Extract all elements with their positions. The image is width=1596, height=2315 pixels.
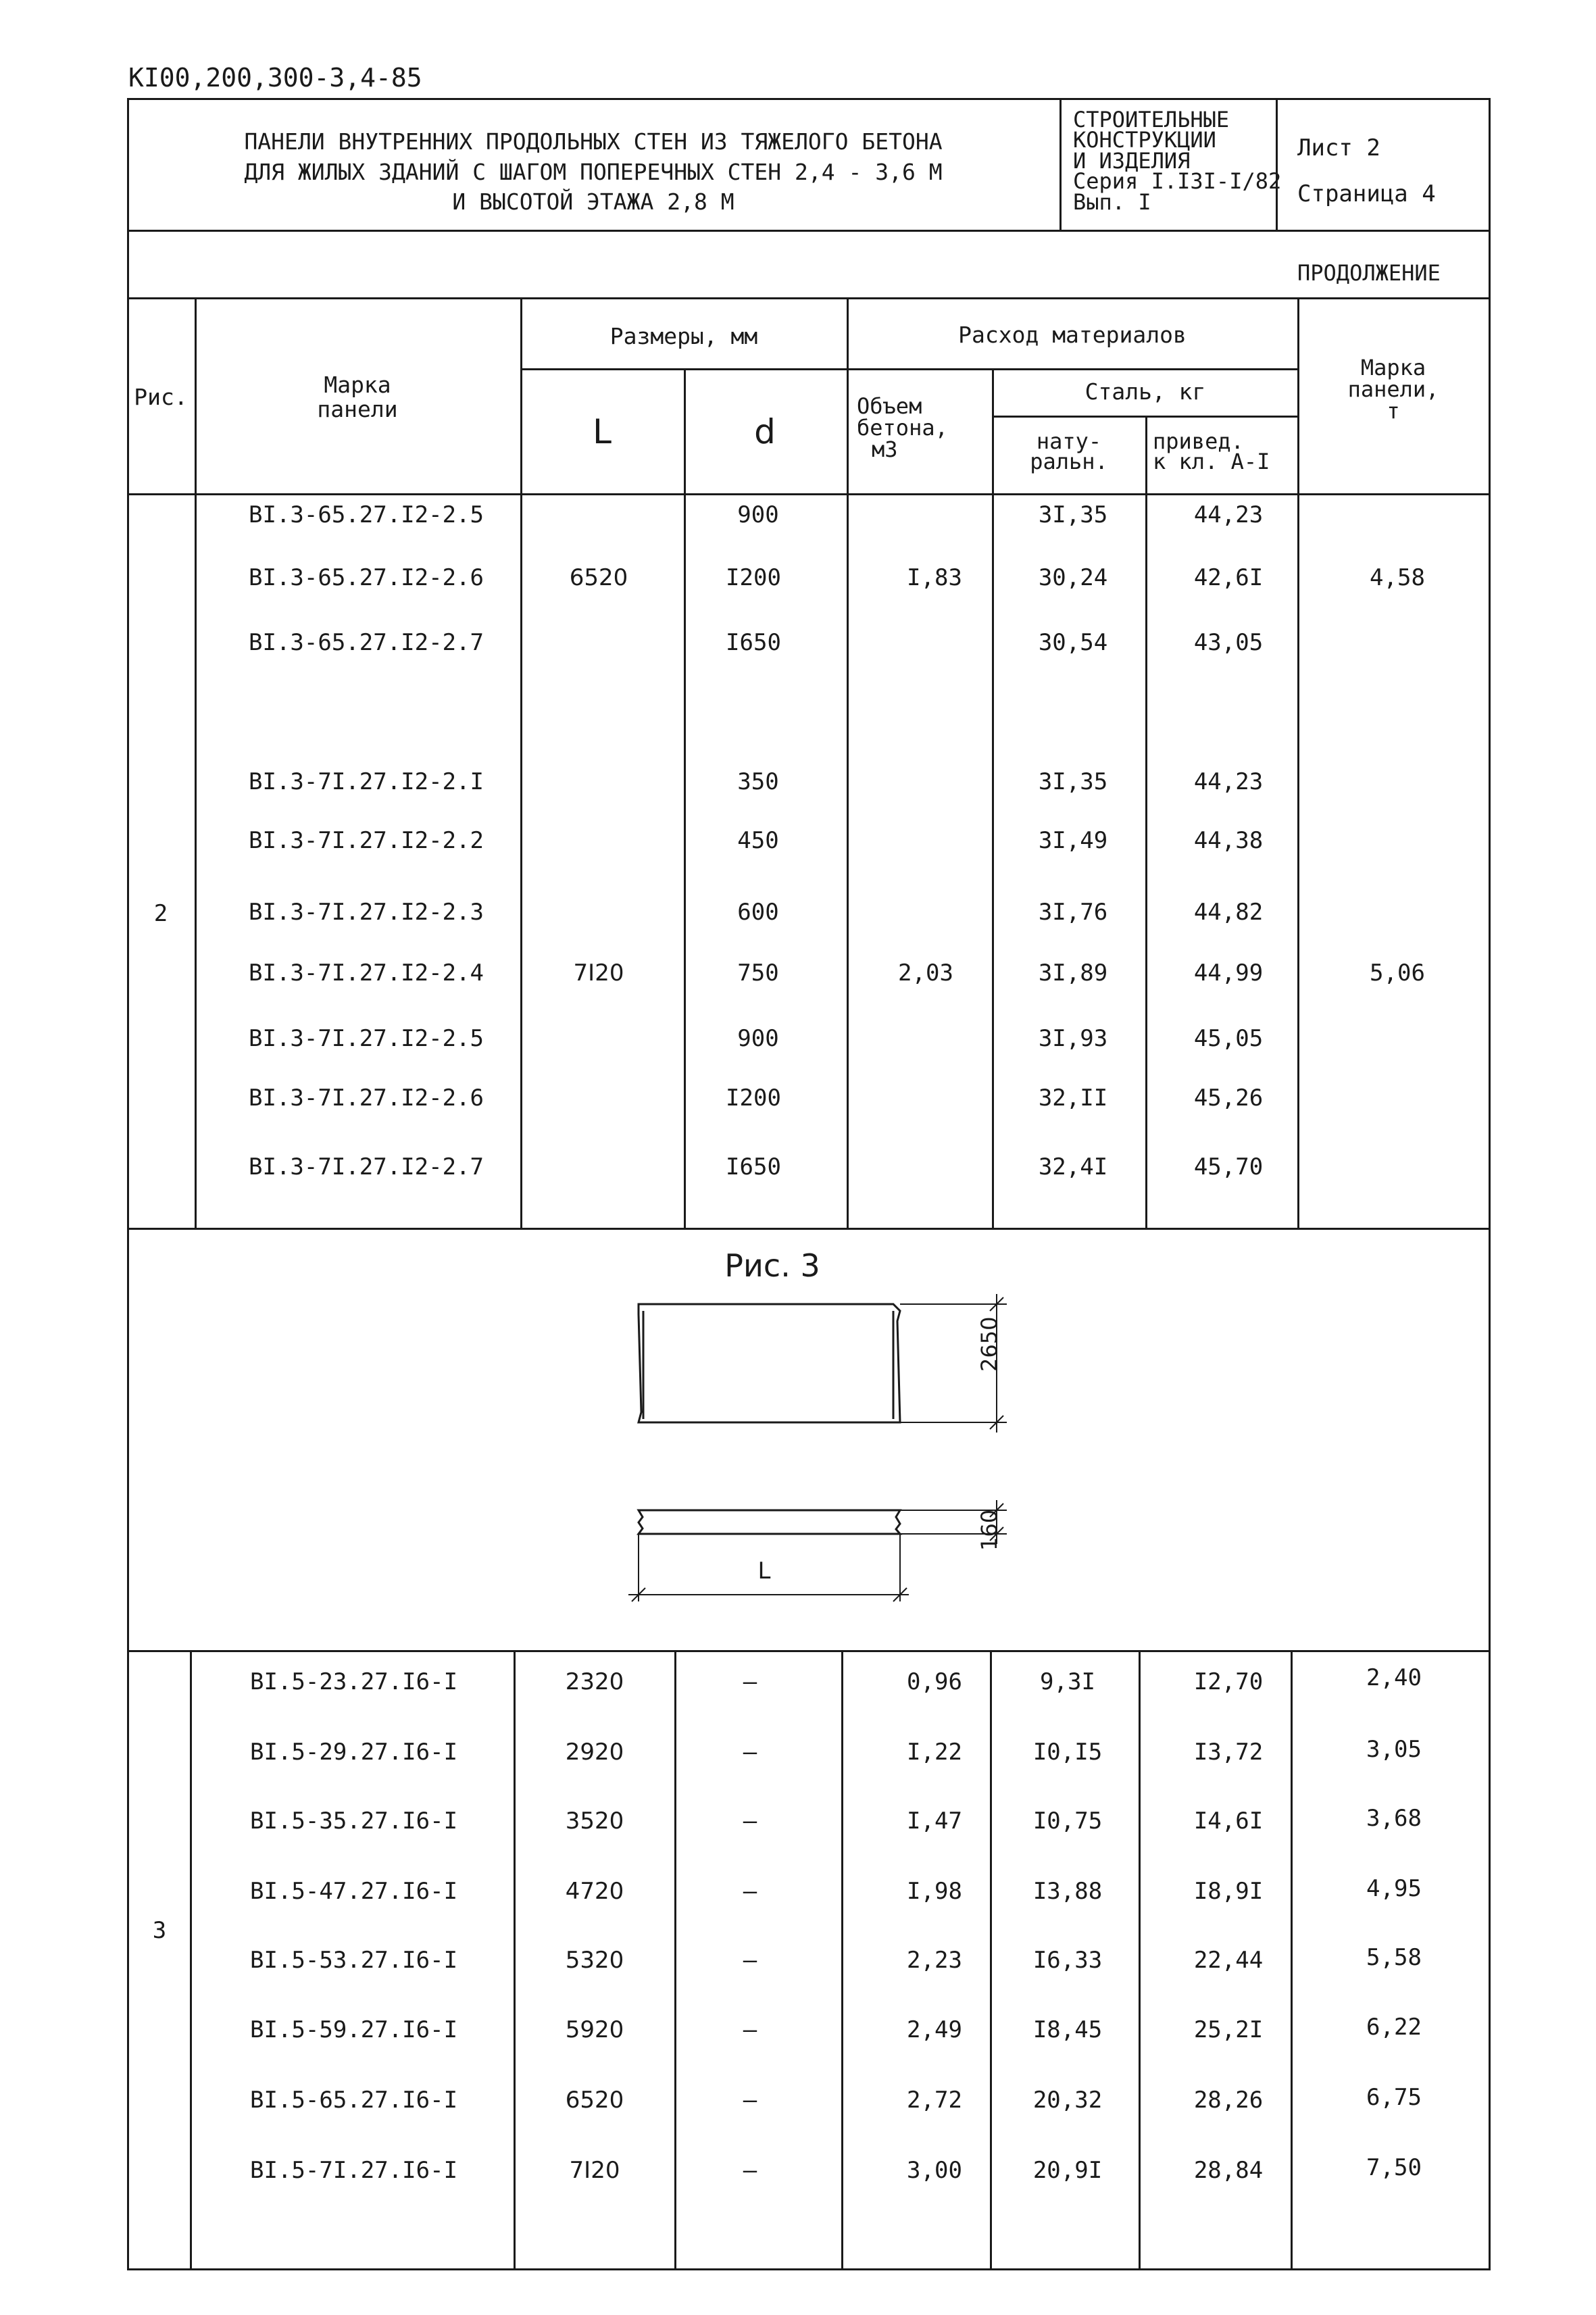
- cell-reduced: I4,6I: [1193, 1808, 1264, 1835]
- series-line-1: СТРОИТЕЛЬНЫЕ: [1073, 107, 1230, 132]
- col-materials-header: Расход материалов: [958, 322, 1187, 348]
- table-row: BI.3-7I.27.I2-2.6: [249, 1085, 484, 1112]
- cell-mass: 6,75: [1366, 2084, 1422, 2111]
- col-mass-header: [1348, 357, 1439, 422]
- col-reduced-line-2: к кл. А-I: [1153, 449, 1270, 475]
- figure3-length-label: L: [757, 1558, 771, 1585]
- cell-natural: 20,9I: [1032, 2157, 1103, 2184]
- title-line-2: ДЛЯ ЖИЛЫХ ЗДАНИЙ С ШАГОМ ПОПЕРЕЧНЫХ СТЕН 2,4 - 3,6 М: [244, 158, 943, 185]
- table-row: BI.5-29.27.I6-I: [250, 1739, 458, 1766]
- table-row: BI.5-7I.27.I6-I: [250, 2157, 458, 2184]
- cell-volume: I,98: [907, 1878, 962, 1905]
- cell-natural: 32,4I: [1038, 1153, 1108, 1180]
- cell-d: 450: [737, 827, 779, 854]
- document-title: [244, 127, 942, 218]
- cell-d: –: [743, 1808, 757, 1835]
- group2-length: 7I20: [573, 960, 624, 987]
- document-code: KI00,200,300-3,4-85: [128, 63, 422, 93]
- group1-volume: I,83: [907, 564, 962, 591]
- cell-natural: 9,3I: [1040, 1668, 1095, 1695]
- col-L-header: L: [593, 412, 612, 451]
- cell-natural: 3I,35: [1038, 501, 1108, 528]
- col-reduced-header: [1153, 428, 1270, 475]
- cell-volume: 2,49: [907, 2016, 962, 2043]
- table-row: BI.3-7I.27.I2-2.4: [249, 960, 484, 987]
- col-natural-header: [1030, 428, 1108, 475]
- cell-reduced: 44,82: [1193, 899, 1264, 926]
- cell-natural: 3I,35: [1038, 768, 1108, 795]
- cell-reduced: 28,26: [1193, 2087, 1264, 2114]
- cell-reduced: 44,23: [1193, 768, 1264, 795]
- cell-length: 3520: [565, 1808, 624, 1835]
- col-natural-line-2: ральн.: [1030, 449, 1108, 475]
- table-row: BI.3-7I.27.I2-2.7: [249, 1153, 484, 1180]
- cell-natural: I3,88: [1032, 1878, 1103, 1905]
- continuation-label: ПРОДОЛЖЕНИЕ: [1297, 260, 1441, 286]
- table-row: BI.3-65.27.I2-2.6: [249, 564, 484, 591]
- table-row: BI.5-47.27.I6-I: [250, 1878, 458, 1905]
- col-mark-line-2: панели: [317, 396, 398, 423]
- series-line-2: КОНСТРУКЦИИ: [1073, 127, 1216, 153]
- cell-natural: 3I,49: [1038, 827, 1108, 854]
- table-row: BI.5-65.27.I6-I: [250, 2087, 458, 2114]
- cell-reduced: 44,23: [1193, 501, 1264, 528]
- table-row: BI.3-7I.27.I2-2.3: [249, 899, 484, 926]
- cell-reduced: I3,72: [1193, 1739, 1264, 1766]
- col-reduced-line-1: привед.: [1153, 428, 1244, 454]
- cell-mass: 5,58: [1366, 1944, 1422, 1971]
- cell-volume: 3,00: [907, 2157, 962, 2184]
- table-row: BI.5-35.27.I6-I: [250, 1808, 458, 1835]
- cell-natural: I0,75: [1032, 1808, 1103, 1835]
- series-block: [1073, 107, 1282, 215]
- cell-natural: 30,54: [1038, 629, 1108, 656]
- cell-volume: I,22: [907, 1739, 962, 1766]
- section2-fig: 2: [153, 900, 168, 927]
- cell-d: 350: [737, 768, 779, 795]
- cell-natural: 3I,76: [1038, 899, 1108, 926]
- cell-length: 7I20: [569, 2157, 620, 2184]
- series-line-5: Вып. I: [1073, 189, 1151, 215]
- cell-volume: 2,72: [907, 2087, 962, 2114]
- group2-volume: 2,03: [898, 960, 953, 987]
- cell-d: I650: [726, 629, 781, 656]
- cell-volume: I,47: [907, 1808, 962, 1835]
- group1-mass: 4,58: [1370, 564, 1425, 591]
- cell-d: 900: [737, 1025, 779, 1052]
- table-row: BI.5-53.27.I6-I: [250, 1947, 458, 1974]
- table-row: BI.3-65.27.I2-2.7: [249, 629, 484, 656]
- cell-length: 5920: [565, 2016, 624, 2043]
- cell-mass: 2,40: [1366, 1664, 1422, 1691]
- cell-mass: 3,68: [1366, 1805, 1422, 1832]
- cell-reduced: 44,99: [1193, 960, 1264, 987]
- cell-natural: 3I,93: [1038, 1025, 1108, 1052]
- table-row: BI.3-7I.27.I2-2.5: [249, 1025, 484, 1052]
- cell-reduced: 45,26: [1193, 1085, 1264, 1112]
- cell-volume: 2,23: [907, 1947, 962, 1974]
- cell-mass: 4,95: [1366, 1875, 1422, 1902]
- title-line-3: И ВЫСОТОЙ ЭТАЖА 2,8 М: [452, 189, 734, 216]
- figure3-height-dimension: 2650: [976, 1316, 1002, 1372]
- cell-reduced: 44,38: [1193, 827, 1264, 854]
- cell-d: I200: [726, 564, 781, 591]
- cell-length: 6520: [565, 2087, 624, 2114]
- col-volume-line-3: м3: [872, 437, 898, 462]
- table-row: BI.3-65.27.I2-2.5: [249, 501, 484, 528]
- cell-d: I200: [726, 1085, 781, 1112]
- cell-reduced: 45,70: [1193, 1153, 1264, 1180]
- cell-d: –: [743, 1878, 757, 1905]
- table-row: BI.5-23.27.I6-I: [250, 1668, 458, 1695]
- col-mark-header: [317, 373, 397, 422]
- cell-d: I650: [726, 1153, 781, 1180]
- cell-mass: 3,05: [1366, 1736, 1422, 1763]
- figure3-thickness-dimension: 160: [976, 1509, 1002, 1551]
- col-steel-header: Сталь, кг: [1084, 378, 1206, 405]
- cell-natural: 20,32: [1032, 2087, 1103, 2114]
- cell-d: –: [743, 2157, 757, 2184]
- title-line-1: ПАНЕЛИ ВНУТРЕННИХ ПРОДОЛЬНЫХ СТЕН ИЗ ТЯЖЕЛОГО БЕТОНА: [244, 128, 943, 155]
- table-row: BI.3-7I.27.I2-2.2: [249, 827, 484, 854]
- figure3-label: Рис. 3: [724, 1247, 820, 1284]
- cell-natural: I8,45: [1032, 2016, 1103, 2043]
- cell-length: 4720: [565, 1878, 624, 1905]
- cell-d: 600: [737, 899, 779, 926]
- sheet-number: Лист 2: [1297, 134, 1380, 161]
- col-natural-line-1: нату-: [1036, 428, 1102, 454]
- cell-natural: 3I,89: [1038, 960, 1108, 987]
- col-mark-line-1: Марка: [324, 372, 391, 398]
- cell-d: 900: [737, 501, 779, 528]
- cell-d: –: [743, 2087, 757, 2114]
- cell-reduced: 25,2I: [1193, 2016, 1264, 2043]
- cell-natural: I0,I5: [1032, 1739, 1103, 1766]
- cell-reduced: 28,84: [1193, 2157, 1264, 2184]
- group2-mass: 5,06: [1370, 960, 1425, 987]
- series-line-3: И ИЗДЕЛИЯ: [1073, 147, 1191, 174]
- cell-volume: 0,96: [907, 1668, 962, 1695]
- table-row: BI.3-7I.27.I2-2.I: [249, 768, 484, 795]
- col-sizes-header: Размеры, мм: [609, 323, 758, 349]
- table-row: BI.5-59.27.I6-I: [250, 2016, 458, 2043]
- series-line-4: Серия I.I3I-I/82: [1073, 168, 1282, 195]
- cell-mass: 6,22: [1366, 2014, 1422, 2041]
- cell-length: 5320: [565, 1947, 624, 1974]
- col-mass-line-1: Марка: [1360, 355, 1426, 380]
- cell-d: –: [743, 1739, 757, 1766]
- cell-length: 2320: [565, 1668, 624, 1695]
- page-number: Страница 4: [1297, 180, 1436, 207]
- cell-d: –: [743, 1668, 757, 1695]
- cell-reduced: 22,44: [1193, 1947, 1264, 1974]
- figure3-drawing: [608, 1284, 1041, 1635]
- cell-natural: 30,24: [1038, 564, 1108, 591]
- cell-d: 750: [737, 960, 779, 987]
- col-volume-header: [857, 395, 948, 460]
- col-mass-line-3: т: [1387, 398, 1400, 424]
- cell-mass: 7,50: [1366, 2154, 1422, 2181]
- cell-length: 2920: [565, 1739, 624, 1766]
- section3-fig: 3: [152, 1917, 167, 1944]
- col-mass-line-2: панели,: [1347, 376, 1439, 402]
- cell-reduced: I2,70: [1193, 1668, 1264, 1695]
- col-d-header: d: [754, 412, 776, 451]
- col-fig-header: Рис.: [134, 384, 188, 410]
- cell-d: –: [743, 2016, 757, 2043]
- cell-natural: 32,II: [1038, 1085, 1108, 1112]
- cell-natural: I6,33: [1032, 1947, 1103, 1974]
- cell-d: –: [743, 1947, 757, 1974]
- cell-reduced: 45,05: [1193, 1025, 1264, 1052]
- col-volume-line-1: Объем: [857, 393, 922, 419]
- cell-reduced: 42,6I: [1193, 564, 1264, 591]
- cell-reduced: 43,05: [1193, 629, 1264, 656]
- col-volume-line-2: бетона,: [857, 415, 948, 441]
- group1-length: 6520: [569, 564, 628, 591]
- cell-reduced: I8,9I: [1193, 1878, 1264, 1905]
